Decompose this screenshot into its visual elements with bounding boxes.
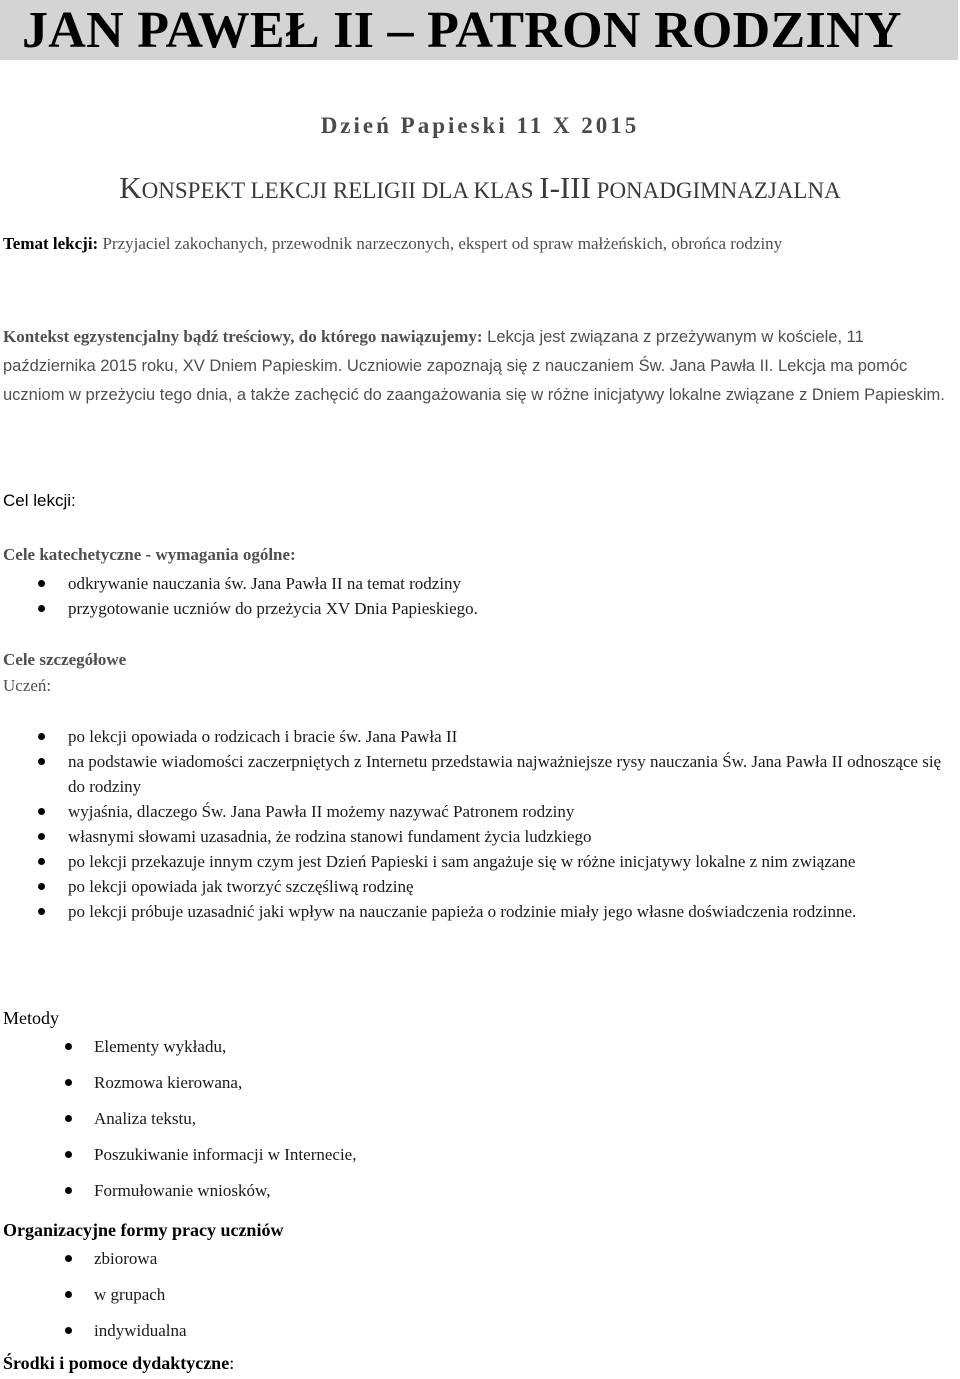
list-item: Poszukiwanie informacji w Internecie,: [0, 1142, 960, 1167]
forms-heading: Organizacyjne formy pracy uczniów: [3, 1220, 284, 1240]
topic-paragraph: [3, 231, 955, 257]
general-goals-heading: Cele katechetyczne - wymagania ogólne:: [3, 545, 296, 564]
list-item: indywidualna: [0, 1318, 960, 1343]
list-item: po lekcji przekazuje innym czym jest Dzień Papieski i sam angażuje się w różne inicjatywy lokalne z nim związane: [0, 849, 955, 874]
list-item: Rozmowa kierowana,: [0, 1070, 960, 1095]
forms-list: [0, 1246, 960, 1343]
list-item: zbiorowa: [0, 1246, 960, 1271]
student-label: Uczeń:: [3, 676, 52, 695]
topic-label: Temat lekcji:: [3, 234, 99, 253]
goal-heading: Cel lekcji:: [3, 491, 76, 510]
aids-heading: Środki i pomoce dydaktyczne:: [3, 1353, 235, 1373]
page-title: JAN PAWEŁ II – PATRON RODZINY: [22, 2, 902, 59]
document-title: KONSPEKT LEKCJI RELIGII DLA KLAS I-III PONADGIMNAZJALNA: [119, 170, 841, 205]
list-item: Formułowanie wniosków,: [0, 1178, 960, 1203]
detailed-goals-heading: Cele szczegółowe: [3, 650, 127, 669]
list-item: przygotowanie uczniów do przeżycia XV Dnia Papieskiego.: [0, 596, 960, 621]
list-item: po lekcji opowiada o rodzicach i bracie św. Jana Pawła II: [0, 724, 955, 749]
context-text-2: Lekcja ma pomóc uczniom w przeżyciu tego dnia, a także zachęcić do zaangażowania się w różne inicjatywy lokalne związane z Dniem Papieskim.: [3, 357, 945, 404]
methods-heading: Metody: [3, 1008, 59, 1028]
detailed-goals-list: [0, 724, 955, 924]
list-item: własnymi słowami uzasadnia, że rodzina stanowi fundament życia ludzkiego: [0, 824, 955, 849]
subtitle: Dzień Papieski 11 X 2015: [320, 113, 640, 138]
list-item: na podstawie wiadomości zaczerpniętych z Internetu przedstawia najważniejsze rysy nauczania Św. Jana Pawła II odnoszące się do rodziny: [0, 749, 955, 799]
header-band: [0, 0, 958, 60]
list-item: odkrywanie nauczania św. Jana Pawła II na temat rodziny: [0, 571, 960, 596]
list-item: po lekcji opowiada jak tworzyć szczęśliwą rodzinę: [0, 874, 955, 899]
list-item: w grupach: [0, 1282, 960, 1307]
context-label: Kontekst egzystencjalny bądź treściowy, do którego nawiązujemy:: [3, 327, 483, 346]
list-item: Elementy wykładu,: [0, 1034, 960, 1059]
context-text-1: Lekcja jest związana z przeżywanym w kościele, 11 października 2015 roku, XV Dniem Papieskim. Uczniowie zapoznają się z nauczaniem Św. Jana Pawła II.: [3, 328, 864, 375]
methods-list: [0, 1034, 960, 1203]
list-item: Analiza tekstu,: [0, 1106, 960, 1131]
context-paragraph: [3, 322, 955, 410]
list-item: po lekcji próbuje uzasadnić jaki wpływ na nauczanie papieża o rodzinie miały jego własne doświadczenia rodzinne.: [0, 899, 955, 924]
list-item: wyjaśnia, dlaczego Św. Jana Pawła II możemy nazywać Patronem rodziny: [0, 799, 955, 824]
general-goals-list: [0, 571, 960, 621]
topic-text: Przyjaciel zakochanych, przewodnik narzeczonych, ekspert od spraw małżeńskich, obrońca rodziny: [98, 234, 783, 253]
